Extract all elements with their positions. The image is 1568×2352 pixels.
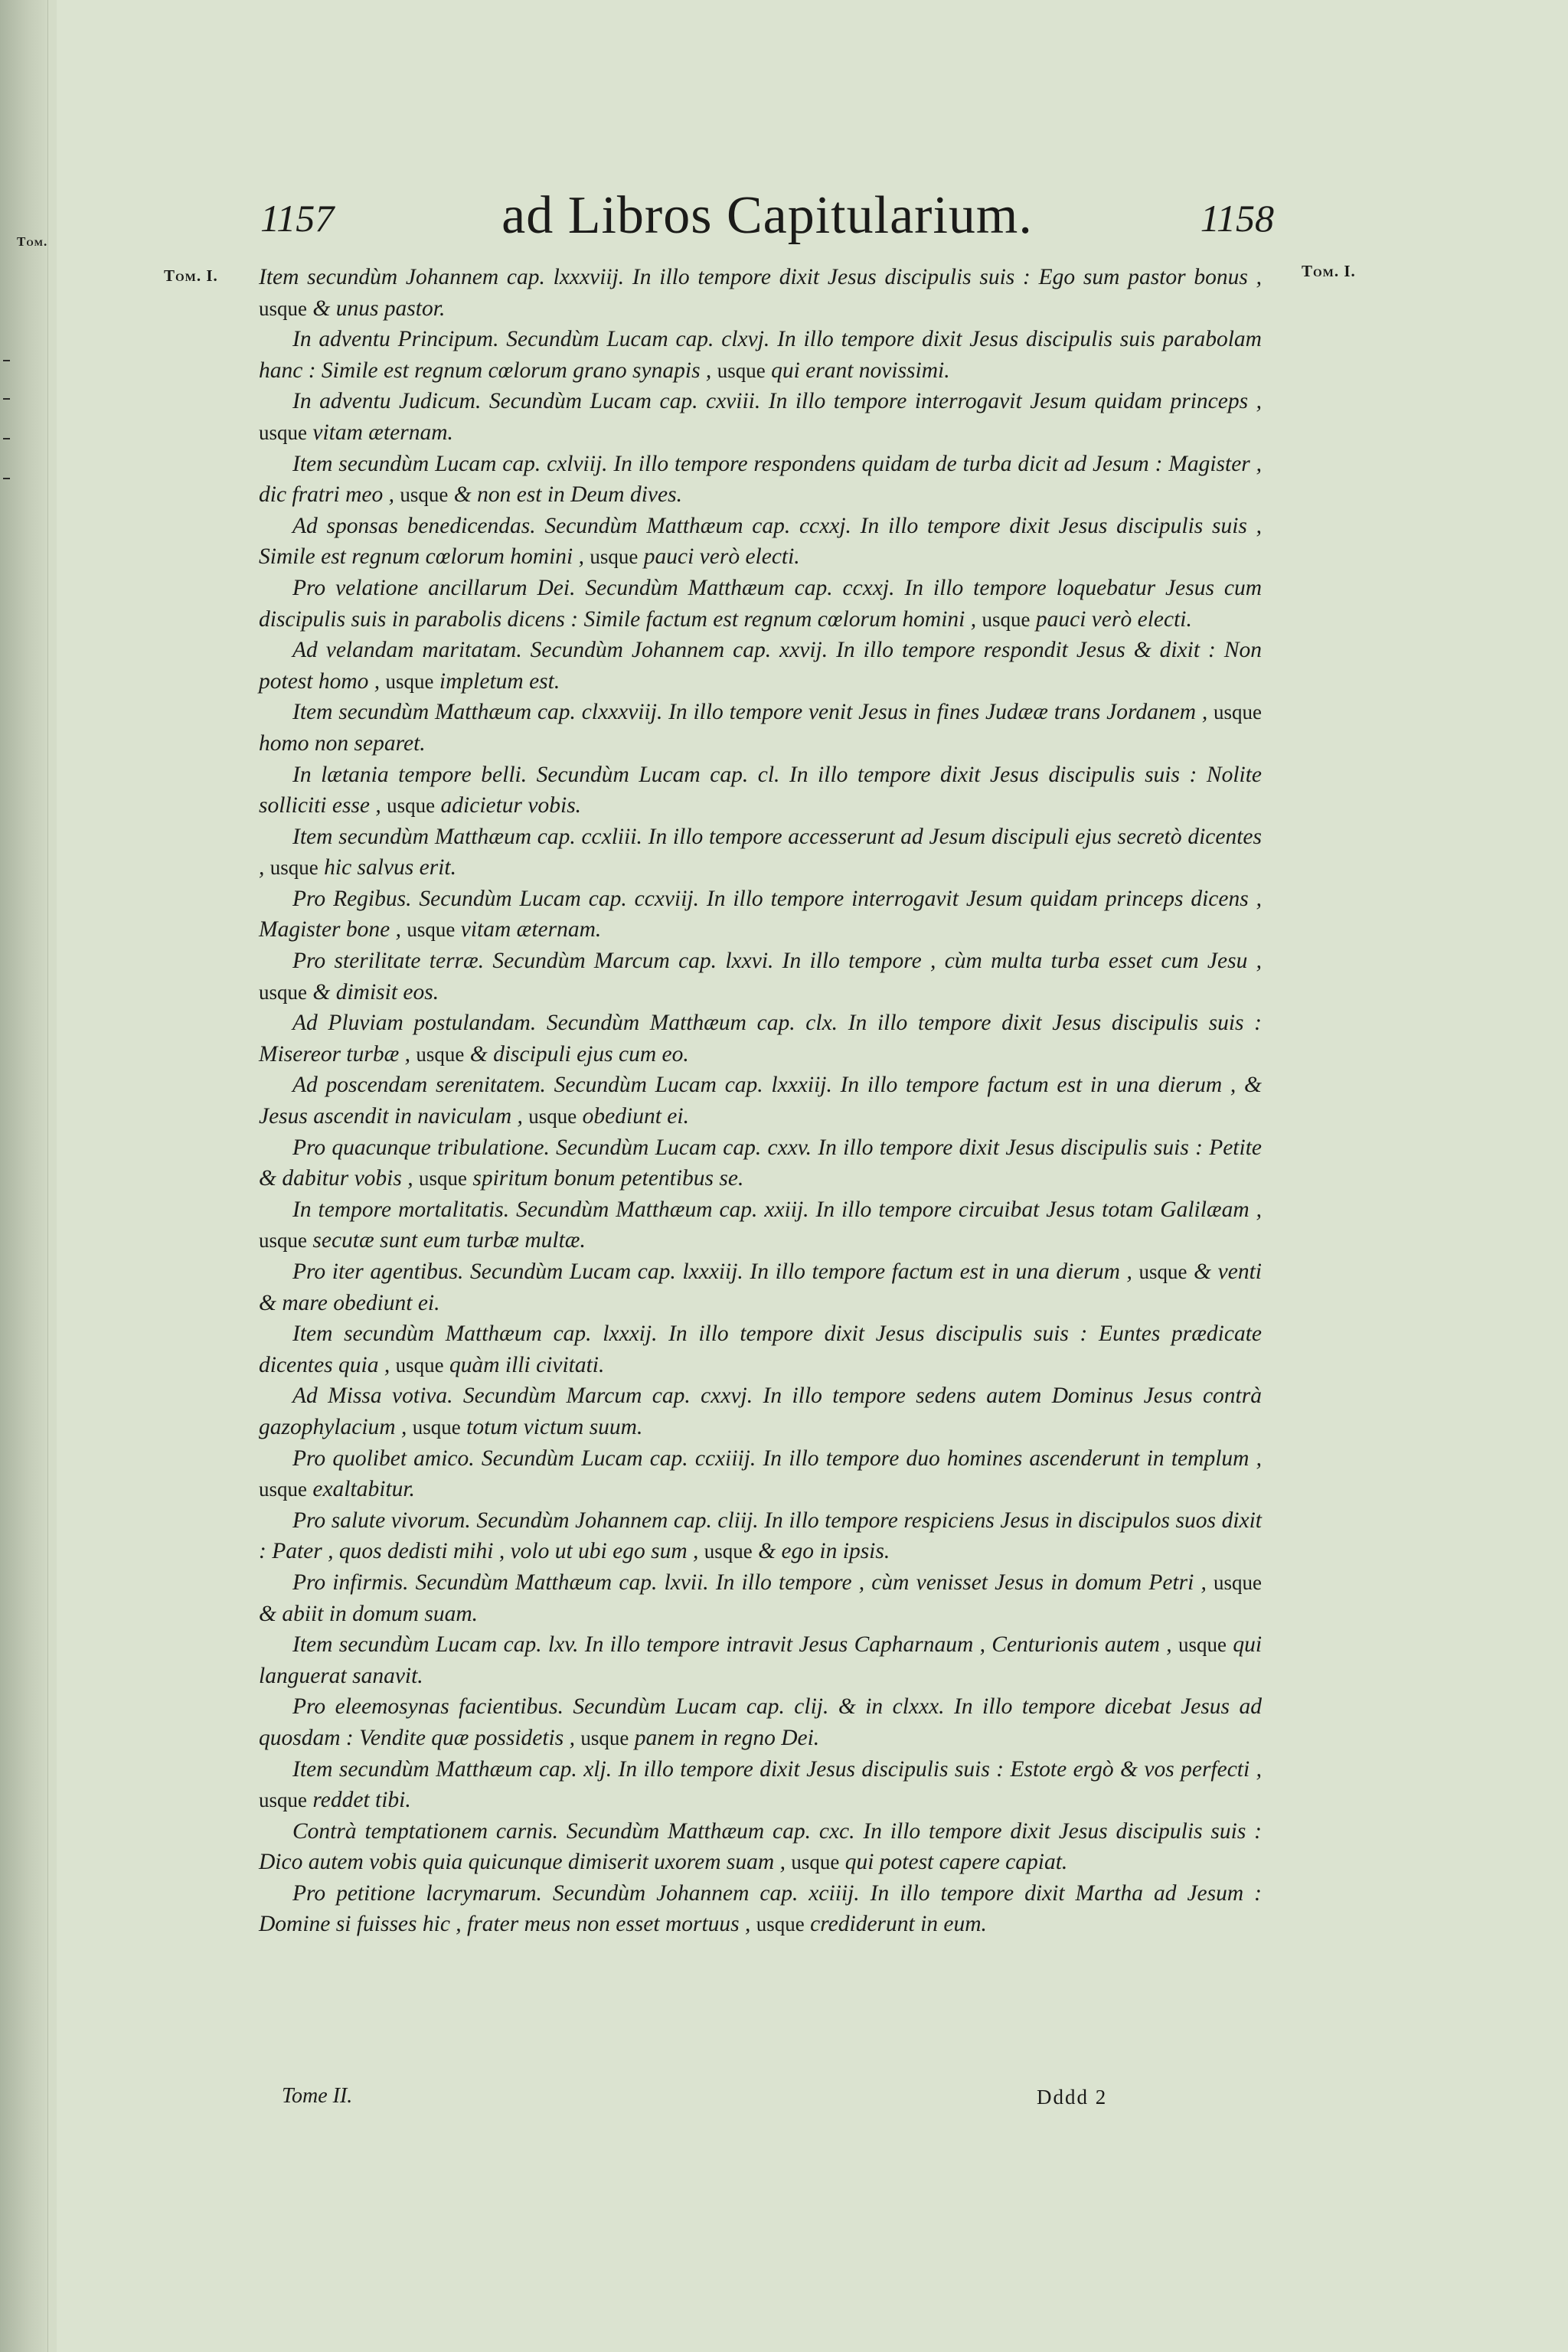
- usque-word: usque: [418, 1167, 467, 1191]
- usque-word: usque: [387, 794, 436, 818]
- usque-word: usque: [412, 1415, 461, 1439]
- entry-text: Item secundùm Matthæum cap. clxxxviij. In illo tempore venit Jesus in fines Judææ trans Jordanem ,: [292, 700, 1208, 725]
- usque-word: usque: [717, 358, 766, 382]
- entry-ending: secutæ sunt eum turbæ multæ.: [312, 1228, 586, 1253]
- entry-ending: reddet tibi.: [312, 1788, 411, 1813]
- entry-ending: exaltabitur.: [312, 1477, 415, 1502]
- usque-word: usque: [791, 1851, 840, 1874]
- usque-word: usque: [259, 1229, 307, 1253]
- entry-ending: & venti & mare obediunt ei.: [259, 1259, 1263, 1315]
- entry-ending: obediunt ei.: [582, 1104, 689, 1129]
- entry-ending: & non est in Deum dives.: [453, 482, 682, 508]
- entry-ending: totum victum suum.: [466, 1414, 643, 1439]
- usque-word: usque: [756, 1913, 805, 1936]
- page-footer: [282, 2084, 1254, 2115]
- page-header: [260, 185, 1274, 247]
- spine-margin-label: Tom.: [17, 234, 48, 249]
- usque-word: usque: [1214, 701, 1262, 724]
- entry-text: Pro salute vivorum. Secundùm Johannem cap. cliij. In illo tempore respiciens Jesus in discipulos suos dixit : Pater , quos dedisti mihi , volo ut ubi ego sum ,: [259, 1508, 1262, 1564]
- usque-word: usque: [590, 545, 639, 569]
- usque-word: usque: [528, 1105, 577, 1129]
- entry-text: In adventu Principum. Secundùm Lucam cap. clxvj. In illo tempore dixit Jesus discipulis suis parabolam hanc : Simile est regnum cœlorum grano synapis ,: [259, 327, 1262, 383]
- text-entry: [259, 822, 1262, 884]
- usque-word: usque: [259, 1478, 307, 1501]
- text-entry: [259, 511, 1262, 573]
- usque-word: usque: [259, 296, 307, 320]
- text-entry: [259, 1318, 1262, 1380]
- entry-ending: qui languerat sanavit.: [259, 1632, 1263, 1688]
- usque-word: usque: [1214, 1570, 1262, 1594]
- entry-text: Pro petitione lacrymarum. Secundùm Johannem cap. xciiij. In illo tempore dixit Martha ad Jesum : Domine si fuisses hic , frater meus non esset mortuus ,: [259, 1880, 1262, 1937]
- text-entry: [259, 449, 1262, 511]
- main-text-block: [259, 262, 1262, 1940]
- entry-text: Pro iter agentibus. Secundùm Lucam cap. lxxxiij. In illo tempore factum est in una dierum ,: [292, 1259, 1132, 1284]
- entry-ending: qui potest capere capiat.: [844, 1850, 1068, 1875]
- entry-ending: & discipuli ejus cum eo.: [469, 1041, 689, 1067]
- entry-text: Item secundùm Matthæum cap. xlj. In illo tempore dixit Jesus discipulis suis : Estote ergò & vos perfecti ,: [292, 1756, 1262, 1782]
- text-entry: [259, 1070, 1262, 1132]
- entry-ending: vitam æternam.: [312, 420, 453, 445]
- text-entry: [259, 1380, 1262, 1442]
- text-entry: [259, 1691, 1262, 1753]
- text-entry: [259, 324, 1262, 386]
- entry-text: Item secundùm Lucam cap. lxv. In illo tempore intravit Jesus Capharnaum , Centurionis autem ,: [292, 1632, 1172, 1658]
- text-entry: [259, 262, 1262, 324]
- entry-text: In lætania tempore belli. Secundùm Lucam cap. cl. In illo tempore dixit Jesus discipulis suis : Nolite solliciti esse ,: [259, 762, 1262, 818]
- usque-word: usque: [259, 980, 307, 1004]
- text-entry: [259, 1132, 1262, 1194]
- entry-ending: homo non separet.: [259, 730, 426, 756]
- text-entry: [259, 1629, 1262, 1691]
- text-entry: [259, 635, 1262, 697]
- usque-word: usque: [1138, 1260, 1187, 1283]
- entry-ending: impletum est.: [439, 668, 560, 694]
- entry-text: Item secundùm Matthæum cap. lxxxij. In illo tempore dixit Jesus discipulis suis : Euntes prædicate dicentes quia ,: [259, 1321, 1262, 1377]
- usque-word: usque: [400, 483, 449, 507]
- text-entry: [259, 1567, 1262, 1629]
- entry-ending: & dimisit eos.: [312, 979, 439, 1004]
- entry-ending: & unus pastor.: [312, 296, 446, 321]
- entry-text: Ad Pluviam postulandam. Secundùm Matthæum cap. clx. In illo tempore dixit Jesus discipulis suis : Misereor turbæ ,: [259, 1011, 1262, 1067]
- entry-text: Contrà temptationem carnis. Secundùm Matthæum cap. cxc. In illo tempore dixit Jesus discipulis suis : Dico autem vobis quia quicunque dimiserit uxorem suam ,: [259, 1818, 1262, 1875]
- entry-ending: spiritum bonum petentibus se.: [472, 1166, 744, 1191]
- usque-word: usque: [407, 918, 456, 942]
- entry-text: Item secundùm Johannem cap. lxxxviij. In illo tempore dixit Jesus discipulis suis : Ego sum pastor bonus ,: [259, 265, 1262, 289]
- entry-ending: crediderunt in eum.: [810, 1912, 987, 1937]
- text-entry: [259, 697, 1262, 759]
- text-entry: [259, 1816, 1262, 1878]
- running-title: ad Libros Capitularium.: [501, 186, 1033, 245]
- entry-text: Pro sterilitate terræ. Secundùm Marcum cap. lxxvi. In illo tempore , cùm multa turba esset cum Jesu ,: [292, 949, 1262, 974]
- text-entry: [259, 1754, 1262, 1816]
- entry-text: Ad poscendam serenitatem. Secundùm Lucam cap. lxxxiij. In illo tempore factum est in una dierum , & Jesus ascendit in naviculam ,: [259, 1073, 1262, 1129]
- usque-word: usque: [385, 669, 434, 693]
- text-entry: [259, 946, 1262, 1008]
- entry-text: In adventu Judicum. Secundùm Lucam cap. cxviii. In illo tempore interrogavit Jesum quidam princeps ,: [292, 389, 1262, 414]
- entry-ending: qui erant novissimi.: [771, 358, 950, 383]
- entry-ending: quàm illi civitati.: [449, 1352, 605, 1377]
- tome-label: Tome II.: [282, 2084, 353, 2108]
- entry-ending: panem in regno Dei.: [634, 1725, 820, 1750]
- usque-word: usque: [259, 1788, 307, 1812]
- text-entry: [259, 884, 1262, 946]
- margin-note-left: Tom. I.: [164, 266, 218, 285]
- usque-word: usque: [395, 1353, 444, 1377]
- entry-ending: pauci verò electi.: [1035, 606, 1192, 632]
- entry-text: Item secundùm Matthæum cap. ccxliii. In illo tempore accesserunt ad Jesum discipuli ejus secretò dicentes ,: [259, 824, 1262, 880]
- text-entry: [259, 1443, 1262, 1505]
- usque-word: usque: [270, 856, 318, 880]
- entry-text: In tempore mortalitatis. Secundùm Matthæum cap. xxiij. In illo tempore circuibat Jesus totam Galilæam ,: [292, 1197, 1262, 1222]
- text-entry: [259, 386, 1262, 448]
- entry-text: Pro velatione ancillarum Dei. Secundùm Matthæum cap. ccxxj. In illo tempore loquebatur Jesus cum discipulis suis in parabolis dicens : Simile factum est regnum cœlorum homini ,: [259, 575, 1262, 632]
- text-entry: [259, 1505, 1262, 1567]
- spine-tick-mark: [3, 398, 10, 400]
- signature-mark: Dddd 2: [1037, 2086, 1108, 2109]
- usque-word: usque: [704, 1540, 753, 1563]
- entry-text: Ad sponsas benedicendas. Secundùm Matthæum cap. ccxxj. In illo tempore dixit Jesus discipulis suis , Simile est regnum cœlorum homini ,: [259, 513, 1262, 570]
- spine-tick-mark: [3, 360, 10, 361]
- entry-ending: vitam æternam.: [460, 917, 602, 942]
- book-spine-edge: [0, 0, 48, 2352]
- text-entry: [259, 1256, 1262, 1318]
- entry-text: Pro Regibus. Secundùm Lucam cap. ccxviij. In illo tempore interrogavit Jesum quidam princeps dicens , Magister bone ,: [259, 886, 1262, 942]
- entry-ending: pauci verò electi.: [643, 544, 800, 570]
- page-number-right: 1158: [1200, 197, 1274, 240]
- entry-text: Pro infirmis. Secundùm Matthæum cap. lxvii. In illo tempore , cùm venisset Jesus in domum Petri ,: [292, 1570, 1207, 1595]
- entry-ending: & ego in ipsis.: [758, 1539, 890, 1564]
- text-entry: [259, 1878, 1262, 1940]
- text-entry: [259, 1008, 1262, 1070]
- entry-text: Item secundùm Lucam cap. cxlviij. In illo tempore respondens quidam de turba dicit ad Jesum : Magister , dic fratri meo ,: [259, 451, 1262, 508]
- entry-ending: & abiit in domum suam.: [259, 1601, 478, 1626]
- entry-text: Pro eleemosynas facientibus. Secundùm Lucam cap. clij. & in clxxx. In illo tempore dicebat Jesus ad quosdam : Vendite quæ possidetis ,: [259, 1694, 1262, 1750]
- entry-text: Ad Missa votiva. Secundùm Marcum cap. cxxvj. In illo tempore sedens autem Dominus Jesus contrà gazophylacium ,: [259, 1383, 1262, 1439]
- usque-word: usque: [416, 1042, 465, 1066]
- spine-tick-mark: [3, 438, 10, 439]
- usque-word: usque: [982, 607, 1031, 631]
- usque-word: usque: [259, 420, 307, 444]
- text-entry: [259, 573, 1262, 635]
- margin-note-right: Tom. I.: [1302, 262, 1356, 280]
- entry-text: Ad velandam maritatam. Secundùm Johannem cap. xxvij. In illo tempore respondit Jesus & dixit : Non potest homo ,: [259, 638, 1262, 694]
- text-entry: [259, 760, 1262, 822]
- text-entry: [259, 1194, 1262, 1256]
- spine-tick-mark: [3, 478, 10, 479]
- usque-word: usque: [1178, 1633, 1227, 1657]
- entry-text: Pro quolibet amico. Secundùm Lucam cap. ccxiiij. In illo tempore duo homines ascenderunt in templum ,: [292, 1446, 1262, 1471]
- entry-text: Pro quacunque tribulatione. Secundùm Lucam cap. cxxv. In illo tempore dixit Jesus discipulis suis : Petite & dabitur vobis ,: [259, 1135, 1262, 1191]
- usque-word: usque: [580, 1726, 629, 1749]
- entry-ending: adicietur vobis.: [440, 793, 582, 818]
- page-number-left: 1157: [260, 197, 335, 240]
- entry-ending: hic salvus erit.: [324, 855, 457, 880]
